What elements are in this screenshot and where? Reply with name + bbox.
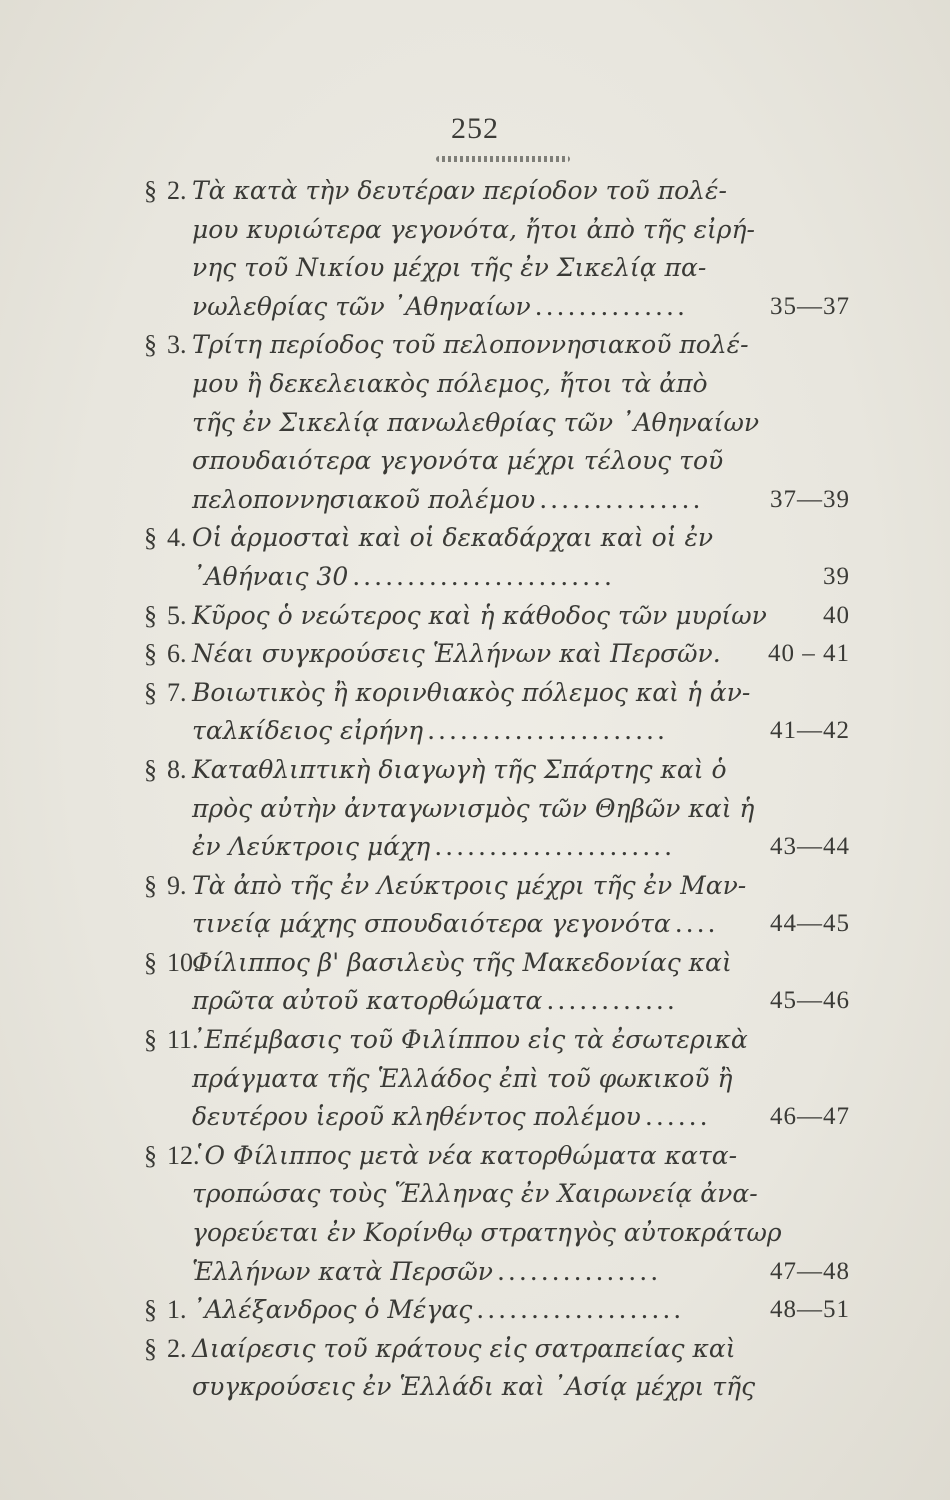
section-sign: § xyxy=(144,870,157,900)
section-sign: § xyxy=(144,1140,157,1170)
page-range: 37—39 xyxy=(770,485,850,513)
toc-line xyxy=(0,867,950,906)
page-range: 41—42 xyxy=(770,717,850,745)
toc-line xyxy=(0,404,950,443)
toc-entry xyxy=(0,635,950,674)
section-number: 4. xyxy=(167,523,187,553)
entry-title-text: ἐν Λεύκτροις μάχη ...................... xyxy=(192,832,676,862)
entry-title-text: Τὰ κατὰ τὴν δευτέραν περίοδον τοῦ πολέ- xyxy=(192,176,727,205)
dot-leader: ...... xyxy=(644,1102,711,1132)
section-sign: § xyxy=(144,947,157,977)
page-range: 40 – 41 xyxy=(768,640,850,668)
toc-line xyxy=(0,828,950,867)
toc-line xyxy=(0,288,950,327)
section-sign: § xyxy=(144,754,157,784)
page-range: 45—46 xyxy=(770,987,850,1015)
dot-leader: ...................... xyxy=(434,832,676,862)
entry-title-text: μου ἢ δεκελειακὸς πόλεμος, ἤτοι τὰ ἀπὸ xyxy=(192,368,708,398)
entry-title-text: Οἱ ἁρμοσταὶ καὶ οἱ δεκαδάρχαι καὶ οἱ ἐν xyxy=(192,523,714,553)
entry-title-text: γορεύεται ἐν Κορίνθῳ στρατηγὸς αὐτοκράτωρ xyxy=(192,1218,782,1248)
dot-leader: .............. xyxy=(534,291,688,321)
entry-title-text: Κῦρος ὁ νεώτερος καὶ ἡ κάθοδος τῶν μυρίων xyxy=(192,600,767,630)
toc-line xyxy=(0,365,950,404)
entry-title-text: ταλκίδειος εἰρήνη ...................... xyxy=(192,716,668,746)
toc-line xyxy=(0,1330,950,1369)
page-range: 46—47 xyxy=(770,1103,850,1131)
section-sign: § xyxy=(144,176,157,205)
section-marker xyxy=(144,597,187,636)
toc-line xyxy=(0,558,950,597)
toc-line xyxy=(0,982,950,1021)
toc-line xyxy=(0,1368,950,1407)
toc-line xyxy=(0,442,950,481)
page-range: 40 xyxy=(823,601,850,629)
entry-title-text: τῆς ἐν Σικελίᾳ πανωλεθρίας τῶν ᾿Αθηναίων xyxy=(192,407,760,437)
entry-title-text: σπουδαιότερα γεγονότα μέχρι τέλους τοῦ xyxy=(192,446,724,476)
toc-line xyxy=(0,635,950,674)
entry-title-text: τροπώσας τοὺς Ἕλληνας ἐν Χαιρωνείᾳ ἀνα- xyxy=(192,1179,758,1209)
section-marker xyxy=(144,326,187,365)
section-number: 12. xyxy=(167,1140,200,1170)
entry-title-text: Νέαι συγκρούσεις Ἑλλήνων καὶ Περσῶν. xyxy=(192,639,721,669)
dot-leader: ............ xyxy=(546,986,678,1016)
entry-title-text: πράγματα τῆς Ἑλλάδος ἐπὶ τοῦ φωκικοῦ ἢ xyxy=(192,1063,733,1093)
page-range: 44—45 xyxy=(770,910,850,938)
dot-leader: .... xyxy=(674,909,719,939)
page-number: 252 xyxy=(451,112,499,145)
toc-entry xyxy=(0,1291,950,1330)
toc-line xyxy=(0,712,950,751)
toc-line xyxy=(0,1060,950,1099)
page-range: 47—48 xyxy=(770,1257,850,1285)
entry-title-text: μου κυριώτερα γεγονότα, ἤτοι ἀπὸ τῆς εἰρή- xyxy=(192,214,755,244)
toc-entry xyxy=(0,944,950,1021)
entry-title-text: νωλεθρίας τῶν ᾿Αθηναίων .............. xyxy=(192,291,688,321)
entry-title-text: ᾿Επέμβασις τοῦ Φιλίππου εἰς τὰ ἐσωτερικὰ xyxy=(192,1025,748,1055)
section-sign: § xyxy=(144,523,157,553)
section-marker xyxy=(144,751,187,790)
section-marker xyxy=(144,635,187,674)
section-number: 1. xyxy=(167,1295,187,1325)
toc-line xyxy=(0,905,950,944)
toc-entry xyxy=(0,1330,950,1407)
entry-title-text: πρὸς αὐτὴν ἀνταγωνισμὸς τῶν Θηβῶν καὶ ἡ xyxy=(192,793,755,823)
toc-entry xyxy=(0,867,950,944)
section-sign: § xyxy=(144,600,157,630)
section-sign: § xyxy=(144,330,157,360)
dot-leader: ........................ xyxy=(352,561,615,591)
entry-title-text: πελοποννησιακοῦ πολέμου ............... xyxy=(192,484,704,514)
section-number: 6. xyxy=(167,639,187,669)
toc-line xyxy=(0,1253,950,1292)
toc-line xyxy=(0,597,950,636)
dot-leader: ............... xyxy=(496,1256,662,1286)
section-sign: § xyxy=(144,1333,157,1363)
entry-title-text: συγκρούσεις ἐν Ἑλλάδι καὶ ᾿Ασίᾳ μέχρι τῆς xyxy=(192,1372,756,1402)
section-sign: § xyxy=(144,1295,157,1325)
section-number: 11. xyxy=(167,1025,199,1055)
page-range: 43—44 xyxy=(770,833,850,861)
section-number: 2. xyxy=(167,1333,187,1363)
section-number: 2. xyxy=(167,176,187,205)
toc-line xyxy=(0,1175,950,1214)
section-sign: § xyxy=(144,639,157,669)
table-of-contents xyxy=(0,172,950,1407)
page-range: 39 xyxy=(823,562,850,590)
entry-title-text: τινείᾳ μάχης σπουδαιότερα γεγονότα .... xyxy=(192,909,719,939)
toc-entry xyxy=(0,674,950,751)
section-number: 8. xyxy=(167,754,187,784)
section-number: 10. xyxy=(167,947,200,977)
toc-line xyxy=(0,674,950,713)
toc-line xyxy=(0,249,950,288)
toc-entry xyxy=(0,1137,950,1291)
entry-title-text: ᾿Αθήναις 30 ........................ xyxy=(192,561,615,591)
decorative-rule xyxy=(436,156,570,162)
toc-line xyxy=(0,1214,950,1253)
section-sign: § xyxy=(144,1025,157,1055)
entry-title-text: Διαίρεσις τοῦ κράτους εἰς σατραπείας καὶ xyxy=(192,1333,736,1363)
toc-line xyxy=(0,172,950,211)
toc-line xyxy=(0,790,950,829)
toc-line xyxy=(0,1098,950,1137)
section-marker xyxy=(144,519,187,558)
toc-line xyxy=(0,481,950,520)
toc-line xyxy=(0,519,950,558)
entry-title-text: Φίλιππος β' βασιλεὺς τῆς Μακεδονίας καὶ xyxy=(192,947,732,977)
section-number: 5. xyxy=(167,600,187,630)
toc-entry xyxy=(0,172,950,326)
section-number: 7. xyxy=(167,677,187,707)
section-marker xyxy=(144,674,187,713)
toc-entry xyxy=(0,1021,950,1137)
toc-line xyxy=(0,211,950,250)
entry-title-text: ῾Ο Φίλιππος μετὰ νέα κατορθώματα κατα- xyxy=(192,1140,738,1170)
section-marker xyxy=(144,172,187,211)
toc-line xyxy=(0,326,950,365)
entry-title-text: Ἑλλήνων κατὰ Περσῶν ............... xyxy=(192,1256,662,1286)
section-number: 3. xyxy=(167,330,187,360)
toc-line xyxy=(0,751,950,790)
toc-entry xyxy=(0,751,950,867)
toc-line xyxy=(0,1291,950,1330)
page-range: 35—37 xyxy=(770,292,850,320)
toc-entry xyxy=(0,326,950,519)
entry-title-text: νης τοῦ Νικίου μέχρι τῆς ἐν Σικελίᾳ πα- xyxy=(192,253,707,283)
page-range: 48—51 xyxy=(770,1296,850,1324)
entry-title-text: Τρίτη περίοδος τοῦ πελοποννησιακοῦ πολέ- xyxy=(192,330,749,360)
dot-leader: ...................... xyxy=(427,716,668,746)
dot-leader: ................... xyxy=(476,1295,685,1325)
section-marker xyxy=(144,1021,199,1060)
section-marker xyxy=(144,867,187,906)
entry-title-text: ᾿Αλέξανδρος ὁ Μέγας ................... xyxy=(192,1295,685,1325)
toc-line xyxy=(0,1137,950,1176)
entry-title-text: δευτέρου ἱεροῦ κληθέντος πολέμου ...... xyxy=(192,1102,711,1132)
toc-line xyxy=(0,944,950,983)
toc-entry xyxy=(0,597,950,636)
entry-title-text: πρῶτα αὐτοῦ κατορθώματα ............ xyxy=(192,986,678,1016)
dot-leader: ............... xyxy=(539,484,704,514)
toc-line xyxy=(0,1021,950,1060)
section-marker xyxy=(144,1330,187,1369)
section-sign: § xyxy=(144,677,157,707)
toc-entry xyxy=(0,519,950,596)
entry-title-text: Βοιωτικὸς ἢ κορινθιακὸς πόλεμος καὶ ἡ ἀν- xyxy=(192,677,751,707)
section-number: 9. xyxy=(167,870,187,900)
section-marker xyxy=(144,1291,187,1330)
entry-title-text: Καταθλιπτικὴ διαγωγὴ τῆς Σπάρτης καὶ ὁ xyxy=(192,754,727,784)
entry-title-text: Τὰ ἀπὸ τῆς ἐν Λεύκτροις μέχρι τῆς ἐν Μαν- xyxy=(192,870,747,900)
